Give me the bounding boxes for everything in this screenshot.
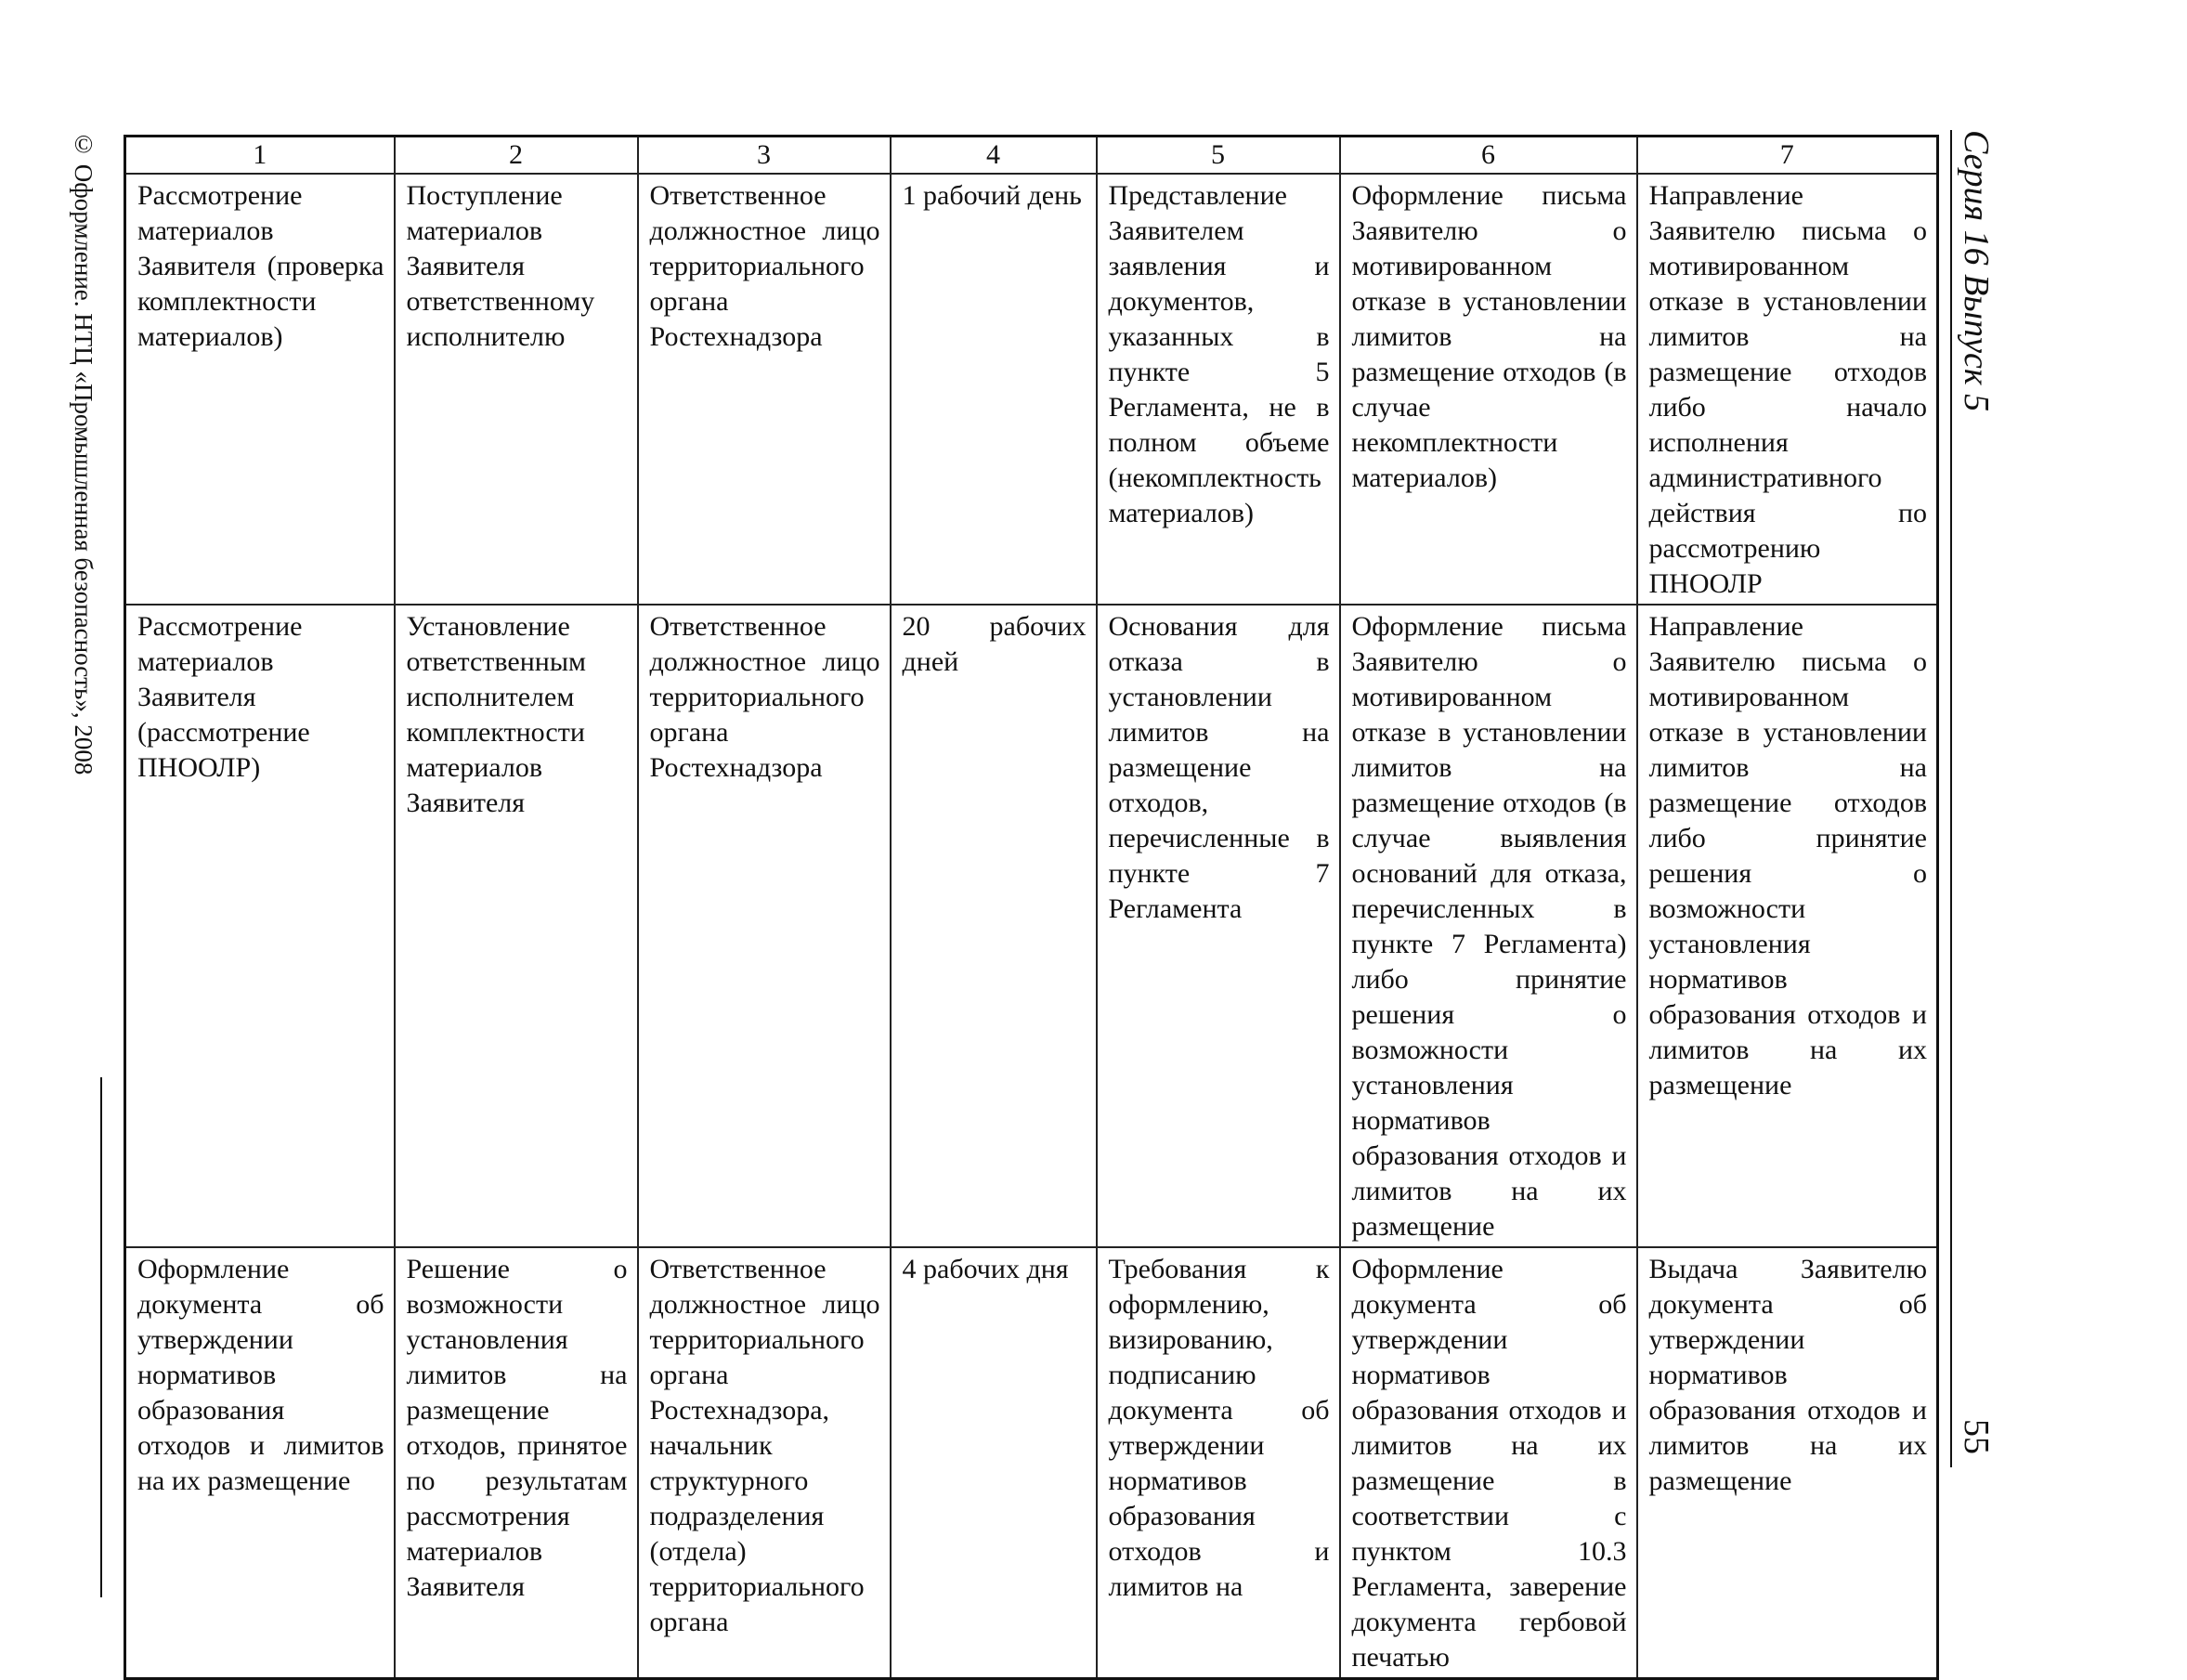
table-cell: Требования к оформлению, визированию, подписанию документа об утверждении нормативов образования отходов и лимитов на — [1097, 1247, 1340, 1679]
left-margin — [67, 130, 104, 1467]
table-cell: Оформление документа об утверждении нормативов образования отходов и лимитов на их размещение в соответствии с пунктом 10.3 Регламента, заверение документа гербовой печатью — [1340, 1247, 1637, 1679]
right-margin — [1950, 130, 1997, 1467]
table-row — [125, 174, 1938, 605]
right-margin-rule — [1950, 130, 1952, 1467]
table-cell: Представление Заявителем заявления и документов, указанных в пункте 5 Регламента, не в полном объеме (некомплектность материалов) — [1097, 174, 1340, 605]
table-cell: Ответственное должностное лицо территориального органа Ростехнадзора, начальник структурного подразделения (отдела) территориального органа — [638, 1247, 891, 1679]
table-cell: Рассмотрение материалов Заявителя (проверка комплектности материалов) — [125, 174, 395, 605]
column-header: 1 — [125, 137, 395, 175]
table-row — [125, 1247, 1938, 1679]
table-cell: Оформление документа об утверждении нормативов образования отходов и лимитов на их размещение — [125, 1247, 395, 1679]
table-cell: Решение о возможности установления лимитов на размещение отходов, принятое по результатам рассмотрения материалов Заявителя — [395, 1247, 638, 1679]
table-cell: Оформление письма Заявителю о мотивированном отказе в установлении лимитов на размещение отходов (в случае некомплектности материалов) — [1340, 174, 1637, 605]
table-cell: Основания для отказа в установлении лимитов на размещение отходов, перечисленные в пункте 7 Регламента — [1097, 605, 1340, 1247]
table-cell: Установление ответственным исполнителем комплектности материалов Заявителя — [395, 605, 638, 1247]
table-cell: Рассмотрение материалов Заявителя (рассмотрение ПНООЛР) — [125, 605, 395, 1247]
page-number: 55 — [1957, 1419, 1996, 1454]
regulation-table — [124, 135, 1939, 1680]
table-cell: Поступление материалов Заявителя ответственному исполнителю — [395, 174, 638, 605]
table-cell: Направление Заявителю письма о мотивированном отказе в установлении лимитов на размещение отходов либо принятие решения о возможности установления нормативов образования отходов и лимитов на их размещение — [1637, 605, 1938, 1247]
table-cell: Выдача Заявителю документа об утверждении нормативов образования отходов и лимитов на их размещение — [1637, 1247, 1938, 1679]
left-margin-rule — [100, 1077, 102, 1597]
table-cell: Оформление письма Заявителю о мотивированном отказе в установлении лимитов на размещение отходов (в случае выявления оснований для отказа, перечисленных в пункте 7 Регламента) либо принятие решения о возможности установления нормативов образования отходов и лимитов на их размещение — [1340, 605, 1637, 1247]
table-header-row — [125, 137, 1938, 175]
table-cell: 1 рабочий день — [891, 174, 1097, 605]
column-header: 7 — [1637, 137, 1938, 175]
table-cell: 20 рабочих дней — [891, 605, 1097, 1247]
table-cell: Ответственное должностное лицо территориального органа Ростехнадзора — [638, 605, 891, 1247]
copyright-notice: © Оформление. НТЦ «Промышленная безопасность», 2008 — [70, 130, 98, 775]
column-header: 4 — [891, 137, 1097, 175]
table-cell: Направление Заявителю письма о мотивированном отказе в установлении лимитов на размещение отходов либо начало исполнения административного действия по рассмотрению ПНООЛР — [1637, 174, 1938, 605]
table-row — [125, 605, 1938, 1247]
table-cell: Ответственное должностное лицо территориального органа Ростехнадзора — [638, 174, 891, 605]
table-cell: 4 рабочих дня — [891, 1247, 1097, 1679]
column-header: 6 — [1340, 137, 1637, 175]
column-header: 2 — [395, 137, 638, 175]
series-title: Серия 16 Выпуск 5 — [1957, 130, 1996, 412]
column-header: 3 — [638, 137, 891, 175]
column-header: 5 — [1097, 137, 1340, 175]
